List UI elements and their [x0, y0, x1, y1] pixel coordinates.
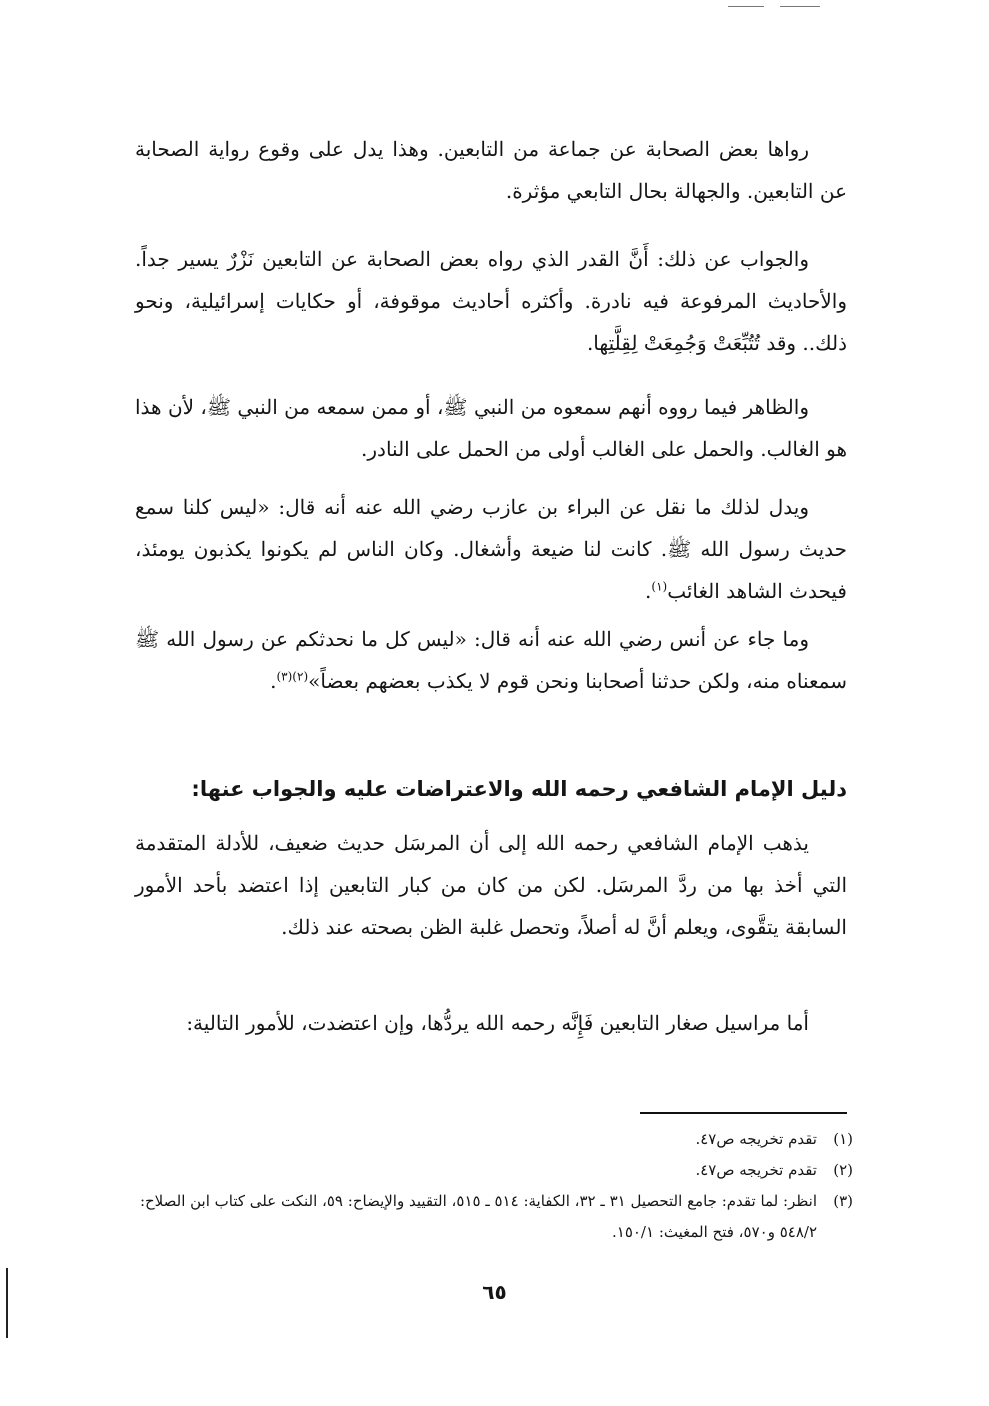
paragraph-7: أما مراسيل صغار التابعين فَإِنَّه رحمه الله يردُّها، وإن اعتضدت، للأمور التالية: — [186, 1011, 809, 1035]
scan-mark-top — [780, 6, 820, 7]
paragraph-1: رواها بعض الصحابة عن جماعة من التابعين. وهذا يدل على وقوع رواية الصحابة عن التابعين. والجهالة بحال التابعي مؤثرة. — [135, 137, 847, 203]
paragraph-4-end: . — [645, 579, 652, 603]
footnote-1 — [135, 1124, 853, 1155]
footnote-2 — [135, 1155, 853, 1186]
paragraph-6: يذهب الإمام الشافعي رحمه الله إلى أن المرسَل حديث ضعيف، للأدلة المتقدمة التي أخذ بها من ردَّ المرسَل. لكن من كان من كبار التابعين إذا اعتضد بأحد الأمور السابقة يتقَّوى، ويعلم أنَّ له أصلاً، وتحصل غلبة الظن بصحته عند ذلك. — [135, 831, 847, 939]
paragraph-5 — [135, 618, 847, 702]
footnote-3 — [135, 1186, 853, 1248]
paragraph-5-end: . — [270, 669, 277, 693]
scan-margin-mark — [6, 1268, 8, 1338]
footnote-text: تقدم تخريجه ص٤٧. — [695, 1130, 817, 1148]
scan-mark-top — [728, 6, 764, 7]
paragraph-4-text: ويدل لذلك ما نقل عن البراء بن عازب رضي الله عنه أنه قال: «ليس كلنا سمع حديث رسول الله ﷺ. كانت لنا ضيعة وأشغال. وكان الناس لم يكونوا يكذبون يومئذ، فيحدث الشاهد الغائب — [135, 495, 847, 603]
footnotes — [135, 1124, 853, 1248]
footnote-ref-2-3: (٢)(٣) — [276, 669, 309, 684]
footnote-divider — [640, 1112, 847, 1114]
paragraph-3: والظاهر فيما رووه أنهم سمعوه من النبي ﷺ، أو ممن سمعه من النبي ﷺ، لأن هذا هو الغالب. والحمل على الغالب أولى من الحمل على النادر. — [135, 395, 847, 461]
footnote-ref-1: (١) — [651, 579, 668, 594]
paragraph-2: والجواب عن ذلك: أَنَّ القدر الذي رواه بعض الصحابة عن التابعين نَزْرٌ يسير جداً. والأحاديث المرفوعة فيه نادرة. وأكثره أحاديث موقوفة، أو حكايات إسرائيلية، ونحو ذلك.. وقد تُتُبِّعَتْ وَجُمِعَتْ لِقِلَّتِها. — [135, 247, 847, 355]
section-heading: دليل الإمام الشافعي رحمه الله والاعتراضات عليه والجواب عنها: — [191, 777, 847, 801]
paragraph-4 — [135, 486, 847, 612]
footnote-text: انظر: لما تقدم: جامع التحصيل ٣١ ـ ٣٢، الكفاية: ٥١٤ ـ ٥١٥، التقييد والإيضاح: ٥٩، النكت على كتاب ابن الصلاح: ٥٤٨/٢ و٥٧٠، فتح المغيث: ١٥٠/١. — [139, 1192, 817, 1241]
paragraph-5-text: وما جاء عن أنس رضي الله عنه أنه قال: «ليس كل ما نحدثكم عن رسول الله ﷺ سمعناه منه، ولكن حدثنا أصحابنا ونحن قوم لا يكذب بعضهم بعضاً» — [135, 627, 847, 693]
footnote-text: تقدم تخريجه ص٤٧. — [695, 1161, 817, 1179]
footnote-number: (٢) — [833, 1161, 853, 1179]
footnote-number: (٣) — [833, 1192, 853, 1210]
page-number: ٦٥ — [482, 1280, 507, 1304]
footnote-number: (١) — [833, 1130, 853, 1148]
